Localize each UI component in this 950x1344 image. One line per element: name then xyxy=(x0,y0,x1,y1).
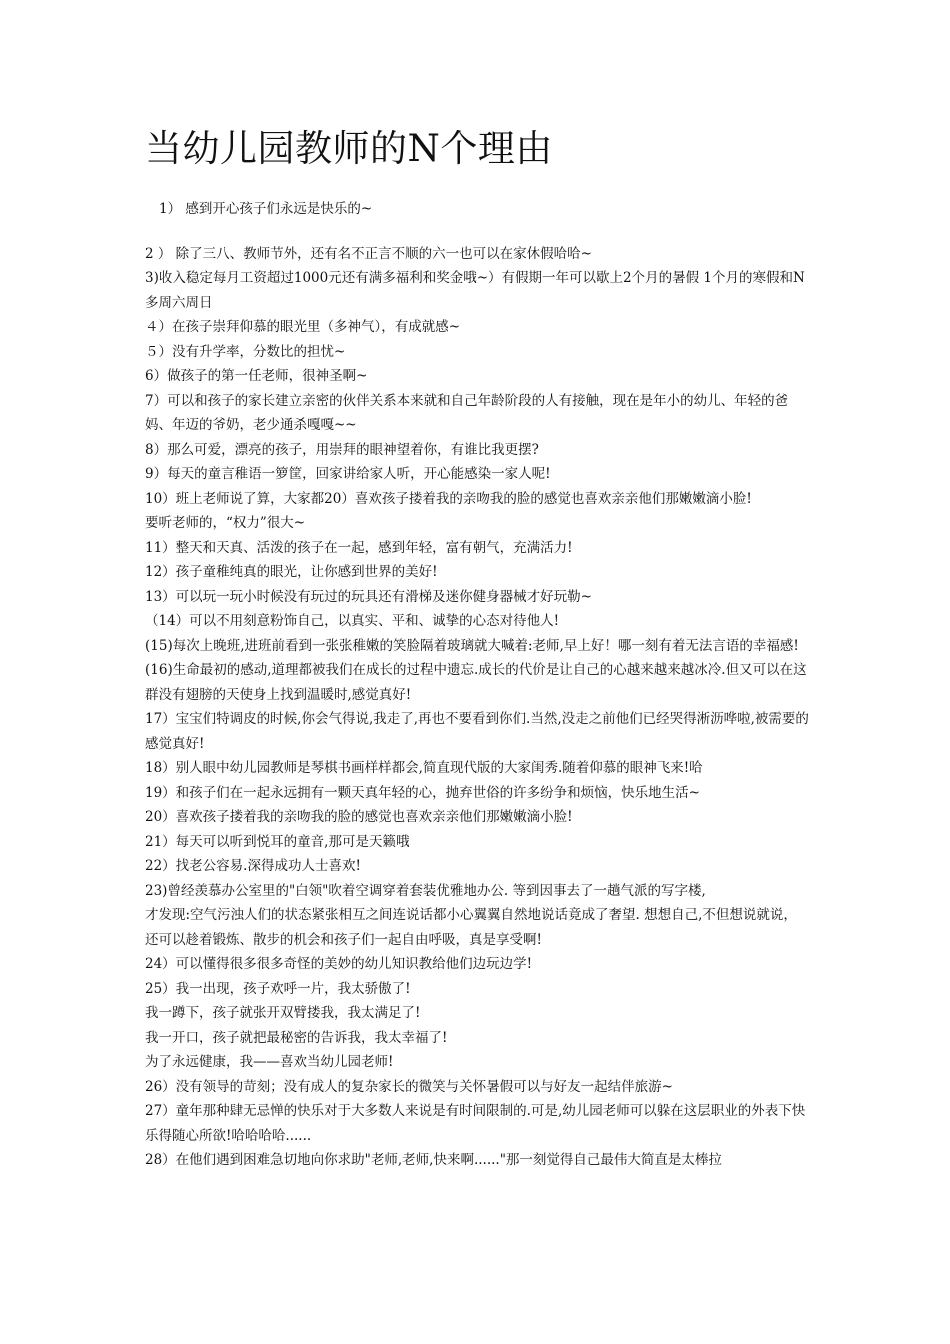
reason-line: 21）每天可以听到悦耳的童音,那可是天籁哦 xyxy=(145,833,410,850)
reason-line: 6）做孩子的第一任老师，很神圣啊~ xyxy=(145,368,368,384)
reason-line: 28）在他们遇到困难急切地向你求助"老师,老师,快来啊......"那一刻觉得自己最伟大简直是太棒拉 xyxy=(145,1152,722,1168)
page-title: 当幼儿园教师的N个理由 xyxy=(145,127,553,170)
reason-line: 10）班上老师说了算，大家都20）喜欢孩子搂着我的亲吻我的脸的感觉也喜欢亲亲他们那嫩嫩滴小脸! xyxy=(145,490,752,507)
reason-line: 11）整天和天真、活泼的孩子在一起，感到年轻，富有朝气，充满活力! xyxy=(145,539,573,556)
reason-line: 17）宝宝们特调皮的时候,你会气得说,我走了,再也不要看到你们.当然,没走之前他们已经哭得淅沥哗啦,被需要的感觉真好! xyxy=(145,711,809,752)
reason-line: 19）和孩子们在一起永远拥有一颗天真年轻的心，抛弃世俗的许多纷争和烦恼，快乐地生活~ xyxy=(145,784,700,801)
reason-line: 24）可以懂得很多很多奇怪的美妙的幼儿知识教给他们边玩边学! xyxy=(145,956,533,972)
blank-line xyxy=(145,222,810,242)
reason-line: 为了永远健康，我——喜欢当幼儿园老师! xyxy=(145,1054,394,1070)
reason-line: 12）孩子童稚纯真的眼光，让你感到世界的美好! xyxy=(145,564,438,580)
reason-line: 27）童年那种肆无忌惮的快乐对于大多数人来说是有时间限制的.可是,幼儿园老师可以躲在这层职业的外表下快乐得随心所欲!哈哈哈哈...... xyxy=(145,1103,806,1144)
reason-line: 2 ） 除了三八、教师节外，还有名不正言不顺的六一也可以在家休假哈哈~ xyxy=(145,245,592,262)
reason-line: 18）别人眼中幼儿园教师是琴棋书画样样都会,简直现代版的大家闺秀.随着仰慕的眼神飞来!哈 xyxy=(145,760,703,776)
reason-line: 22）找老公容易.深得成功人士喜欢! xyxy=(145,858,361,874)
reason-line: 25）我一出现，孩子欢呼一片，我太骄傲了! xyxy=(145,980,411,997)
reason-line: （14）可以不用刻意粉饰自己，以真实、平和、诚挚的心态对待他人! xyxy=(145,613,560,629)
reason-line: 26）没有领导的苛刻；没有成人的复杂家长的微笑与关怀暑假可以与好友一起结伴旅游~ xyxy=(145,1078,673,1095)
reason-line: 13）可以玩一玩小时候没有玩过的玩具还有滑梯及迷你健身器械才好玩勒~ xyxy=(145,588,592,605)
reason-line: ４）在孩子崇拜仰慕的眼光里（多神气），有成就感~ xyxy=(145,319,461,335)
reason-line: 8）那么可爱，漂亮的孩子，用崇拜的眼神望着你，有谁比我更摆? xyxy=(145,441,539,458)
reason-line: 9）每天的童言稚语一箩筐，回家讲给家人听，开心能感染一家人呢! xyxy=(145,466,551,482)
reason-line: 7）可以和孩子的家长建立亲密的伙伴关系本来就和自己年龄阶段的人有接触，现在是年小的幼儿、年轻的爸妈、年迈的爷奶，老少通杀嘎嘎~~ xyxy=(145,392,789,433)
reason-line: 20）喜欢孩子搂着我的亲吻我的脸的感觉也喜欢亲亲他们那嫩嫩滴小脸! xyxy=(145,809,573,825)
reason-line: ５）没有升学率，分数比的担忧~ xyxy=(145,343,346,360)
document-body xyxy=(145,197,810,1173)
reason-line: 我一开口，孩子就把最秘密的告诉我，我太幸福了! xyxy=(145,1029,448,1046)
reason-line: 才发现:空气污浊人们的状态紧张相互之间连说话都小心翼翼自然地说话竟成了奢望. 想想自己,不但想说就说，还可以趁着锻炼、散步的机会和孩子们一起自由呼吸，真是享受啊! xyxy=(145,907,797,948)
reason-line: (16)生命最初的感动,道理都被我们在成长的过程中遗忘.成长的代价是让自己的心越来越来越冰冷.但又可以在这群没有翅膀的天使身上找到温暖时,感觉真好! xyxy=(145,662,807,703)
reason-line: 1） 感到开心孩子们永远是快乐的~ xyxy=(159,201,373,217)
reason-line: 3)收入稳定每月工资超过1000元还有满多福利和奖金哦~）有假期一年可以歇上2个月的暑假 1个月的寒假和N多周六周日 xyxy=(145,270,805,311)
reason-line: 要听老师的，“权力”很大~ xyxy=(145,515,306,531)
reason-line: (15)每次上晚班,进班前看到一张张稚嫩的笑脸隔着玻璃就大喊着:老师,早上好！哪一刻有着无法言语的幸福感! xyxy=(145,637,799,654)
reason-line: 我一蹲下，孩子就张开双臂搂我，我太满足了! xyxy=(145,1005,421,1021)
reason-line: 23)曾经羡慕办公室里的"白领"吹着空调穿着套装优雅地办公. 等到因事去了一趟气派的写字楼, xyxy=(145,882,706,899)
